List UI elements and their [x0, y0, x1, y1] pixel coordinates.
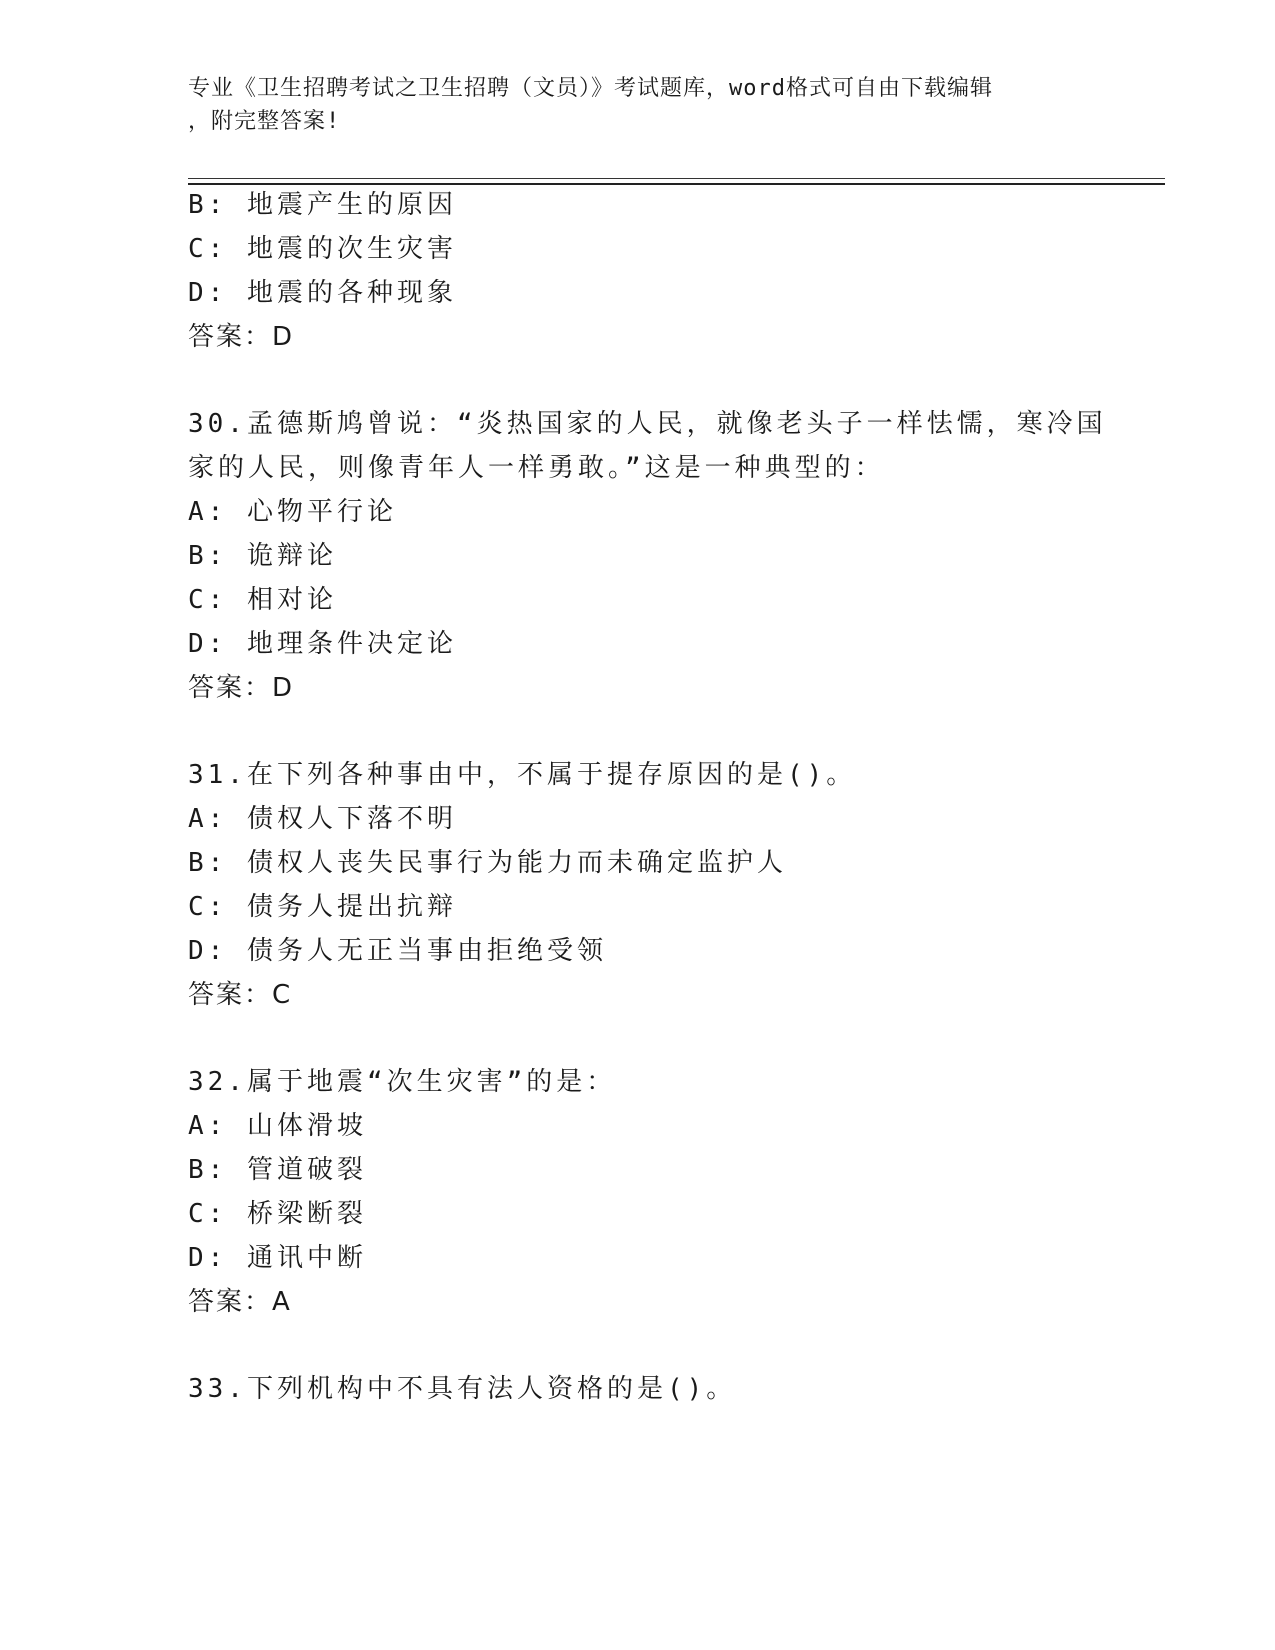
q29-option-d: D: 地震的各种现象	[188, 278, 457, 308]
header-divider-thick	[188, 183, 1165, 185]
q29-answer: 答案：D	[188, 322, 295, 352]
header-subtitle: ，附完整答案!	[188, 109, 341, 134]
q31-answer: 答案：C	[188, 980, 293, 1010]
q32-option-d: D: 通讯中断	[188, 1243, 367, 1273]
header-divider-thin	[188, 178, 1165, 179]
q30-option-c: C: 相对论	[188, 585, 337, 615]
q32-stem-line1: 32.属于地震“次生灾害”的是：	[188, 1067, 617, 1097]
q30-stem-line1: 30.孟德斯鸠曾说：“炎热国家的人民，就像老头子一样怯懦，寒冷国	[188, 409, 1107, 439]
q30-option-b: B: 诡辩论	[188, 541, 337, 571]
q29-option-b: B: 地震产生的原因	[188, 190, 457, 220]
q31-option-a: A: 债权人下落不明	[188, 804, 457, 834]
q30-answer: 答案：D	[188, 673, 295, 703]
q31-option-d: D: 债务人无正当事由拒绝受领	[188, 936, 607, 966]
q33-stem-line1: 33.下列机构中不具有法人资格的是()。	[188, 1374, 737, 1404]
header-title: 专业《卫生招聘考试之卫生招聘（文员）》考试题库，word格式可自由下载编辑	[188, 76, 993, 101]
q31-option-b: B: 债权人丧失民事行为能力而未确定监护人	[188, 848, 787, 878]
q32-option-b: B: 管道破裂	[188, 1155, 367, 1185]
q29-option-c: C: 地震的次生灾害	[188, 234, 457, 264]
document-header	[188, 72, 1088, 138]
q30-option-d: D: 地理条件决定论	[188, 629, 457, 659]
q32-answer: 答案：A	[188, 1287, 292, 1317]
q31-option-c: C: 债务人提出抗辩	[188, 892, 457, 922]
q32-option-a: A: 山体滑坡	[188, 1111, 367, 1141]
q30-stem-line2: 家的人民，则像青年人一样勇敢。”这是一种典型的：	[188, 453, 885, 483]
q32-option-c: C: 桥梁断裂	[188, 1199, 367, 1229]
q30-option-a: A: 心物平行论	[188, 497, 397, 527]
q31-stem-line1: 31.在下列各种事由中，不属于提存原因的是()。	[188, 760, 857, 790]
